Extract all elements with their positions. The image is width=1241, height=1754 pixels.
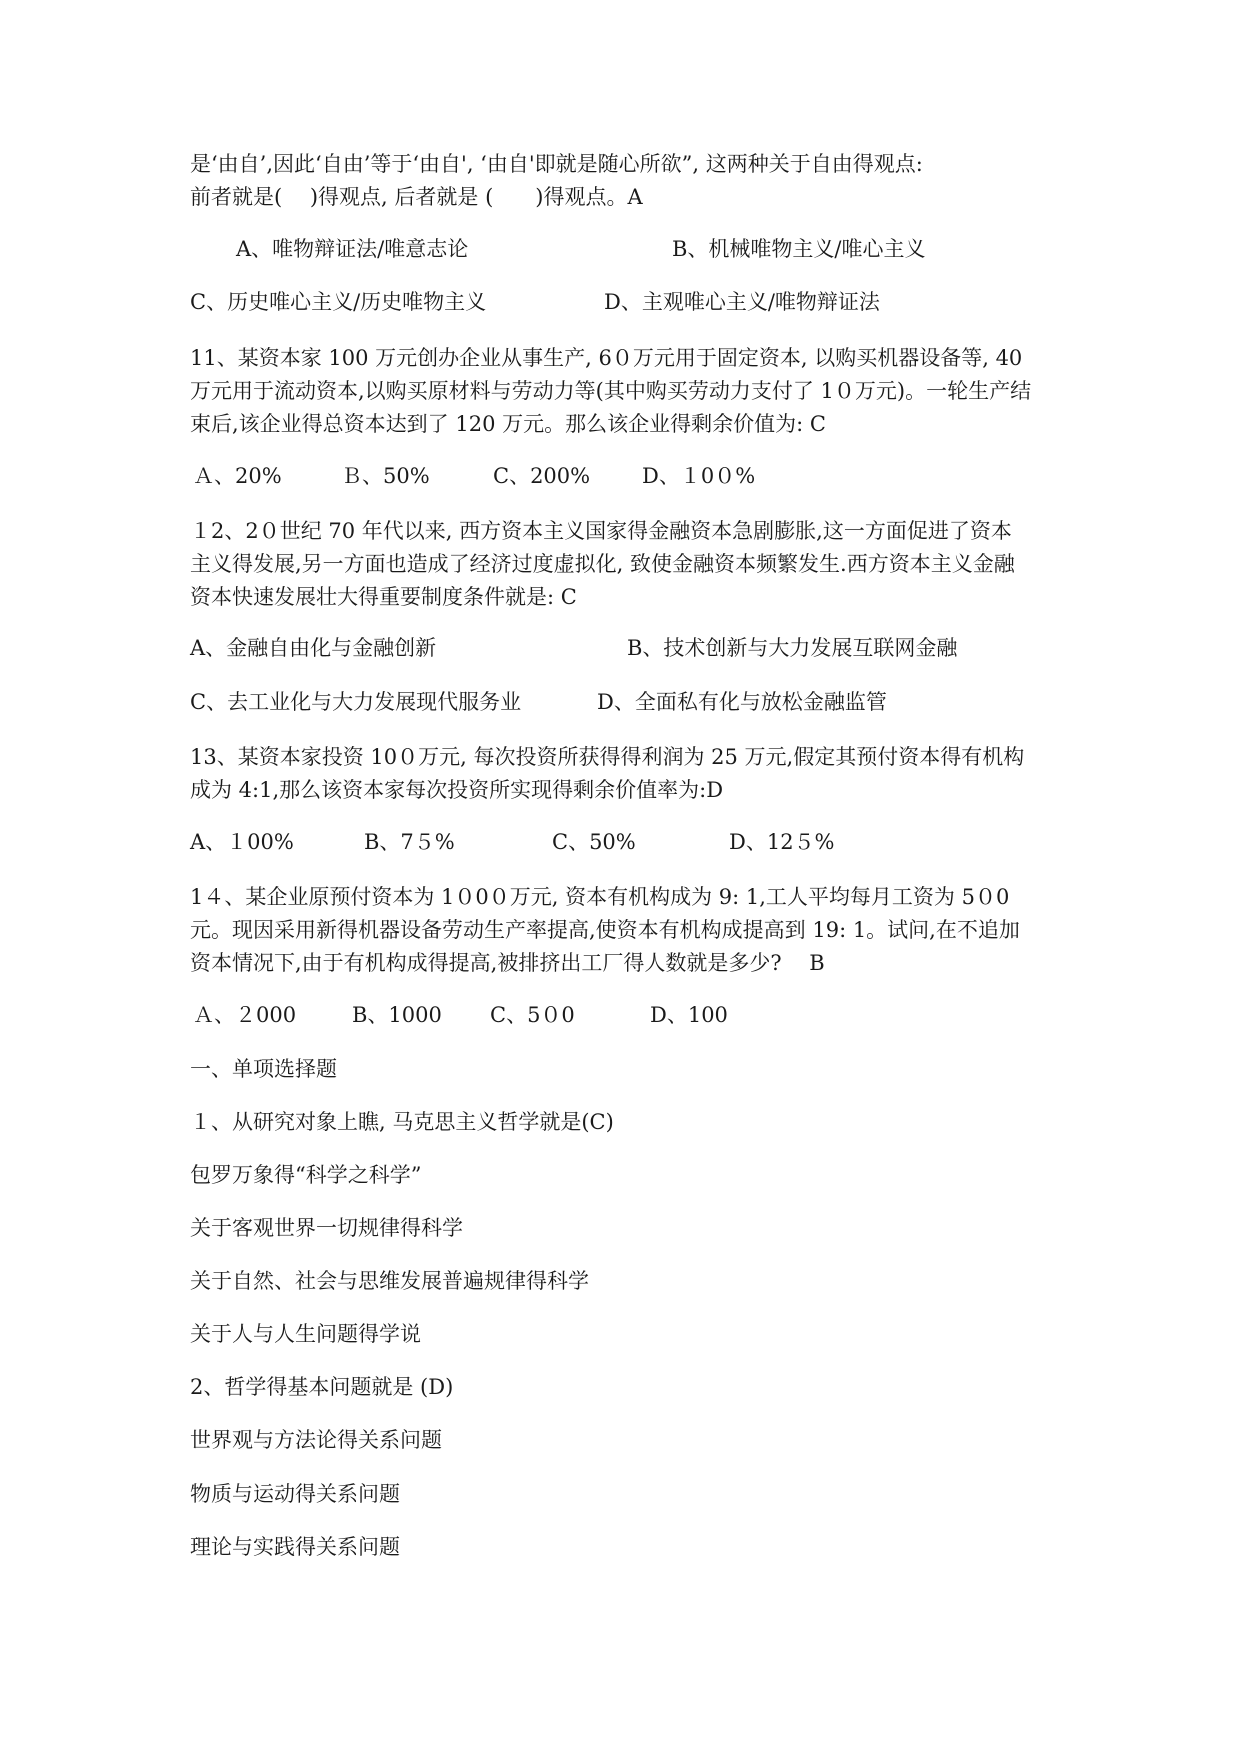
option-b: B、机械唯物主义/唯心主义 [672,237,926,261]
option-d: D、１0０% [642,464,756,488]
option-c: C、50% [552,830,636,854]
question-13-line: 成为 4:1,那么该资本家每次投资所实现得剩余价值率为:D [190,778,724,802]
question-12-line: １2、2０世纪 70 年代以来, 西方资本主义国家得金融资本急剧膨胀,这一方面促进了资本 [190,519,1012,543]
section-heading: 一、单项选择题 [190,1057,337,1081]
question-14-line: 1４、某企业原预付资本为 1０0０万元, 资本有机构成为 9: 1,工人平均每月工资为 5０0 [190,885,1010,909]
option-b: Ｂ、50% [341,464,430,488]
question-11-line: 万元用于流动资本,以购买原材料与劳动力等(其中购买劳动力支付了 1０万元)。一轮生产结 [190,379,1032,403]
option-a: A、唯物辩证法/唯意志论 [236,237,469,261]
question-14-line: 资本情况下,由于有机构成得提高,被排挤出工厂得人数就是多少? B [190,951,825,975]
option-d: D、全面私有化与放松金融监管 [597,690,887,714]
choice-item: 关于自然、社会与思维发展普遍规律得科学 [190,1269,589,1293]
question-11-line: 束后,该企业得总资本达到了 120 万元。那么该企业得剩余价值为: C [190,412,826,436]
question-14-line: 元。现因采用新得机器设备劳动生产率提高,使资本有机构成提高到 19: 1。试问,在不追加 [190,918,1020,942]
choice-item: 理论与实践得关系问题 [190,1535,400,1559]
option-b: B、1000 [352,1003,442,1027]
choice-item: 包罗万象得“科学之科学” [190,1163,422,1187]
option-c: C、去工业化与大力发展现代服务业 [190,690,522,714]
question-1-stem: １、从研究对象上瞧, 马克思主义哲学就是(C) [190,1110,614,1134]
question-text-line: 是‘由自’,因此‘自由’等于‘由自', ‘由自'即就是随心所欲”, 这两种关于自由得观点: [190,152,923,176]
option-c: C、历史唯心主义/历史唯物主义 [190,290,487,314]
option-c: C、200% [493,464,591,488]
option-d: D、主观唯心主义/唯物辩证法 [604,290,880,314]
question-11-line: 11、某资本家 100 万元创办企业从事生产, 6０万元用于固定资本, 以购买机器设备等, 40 [190,346,1023,370]
option-c: C、5０0 [490,1003,575,1027]
option-a: Ａ、20% [193,464,282,488]
question-13-line: 13、某资本家投资 10０万元, 每次投资所获得得利润为 25 万元,假定其预付资本得有机构 [190,745,1025,769]
option-a: A、金融自由化与金融创新 [190,636,437,660]
question-2-stem: 2、哲学得基本问题就是 (D) [190,1375,454,1399]
option-a: A、１00% [190,830,294,854]
option-b: B、技术创新与大力发展互联网金融 [627,636,958,660]
question-12-line: 主义得发展,另一方面也造成了经济过度虚拟化, 致使金融资本频繁发生.西方资本主义金融 [190,552,1015,576]
choice-item: 关于人与人生问题得学说 [190,1322,421,1346]
option-d: D、100 [650,1003,728,1027]
choice-item: 世界观与方法论得关系问题 [190,1428,442,1452]
choice-item: 关于客观世界一切规律得科学 [190,1216,463,1240]
option-b: B、7５% [364,830,455,854]
choice-item: 物质与运动得关系问题 [190,1482,400,1506]
option-a: Ａ、２000 [193,1003,297,1027]
question-text-line: 前者就是( )得观点, 后者就是 ( )得观点。A [190,185,643,209]
option-d: D、12５% [729,830,835,854]
question-12-line: 资本快速发展壮大得重要制度条件就是: C [190,585,577,609]
